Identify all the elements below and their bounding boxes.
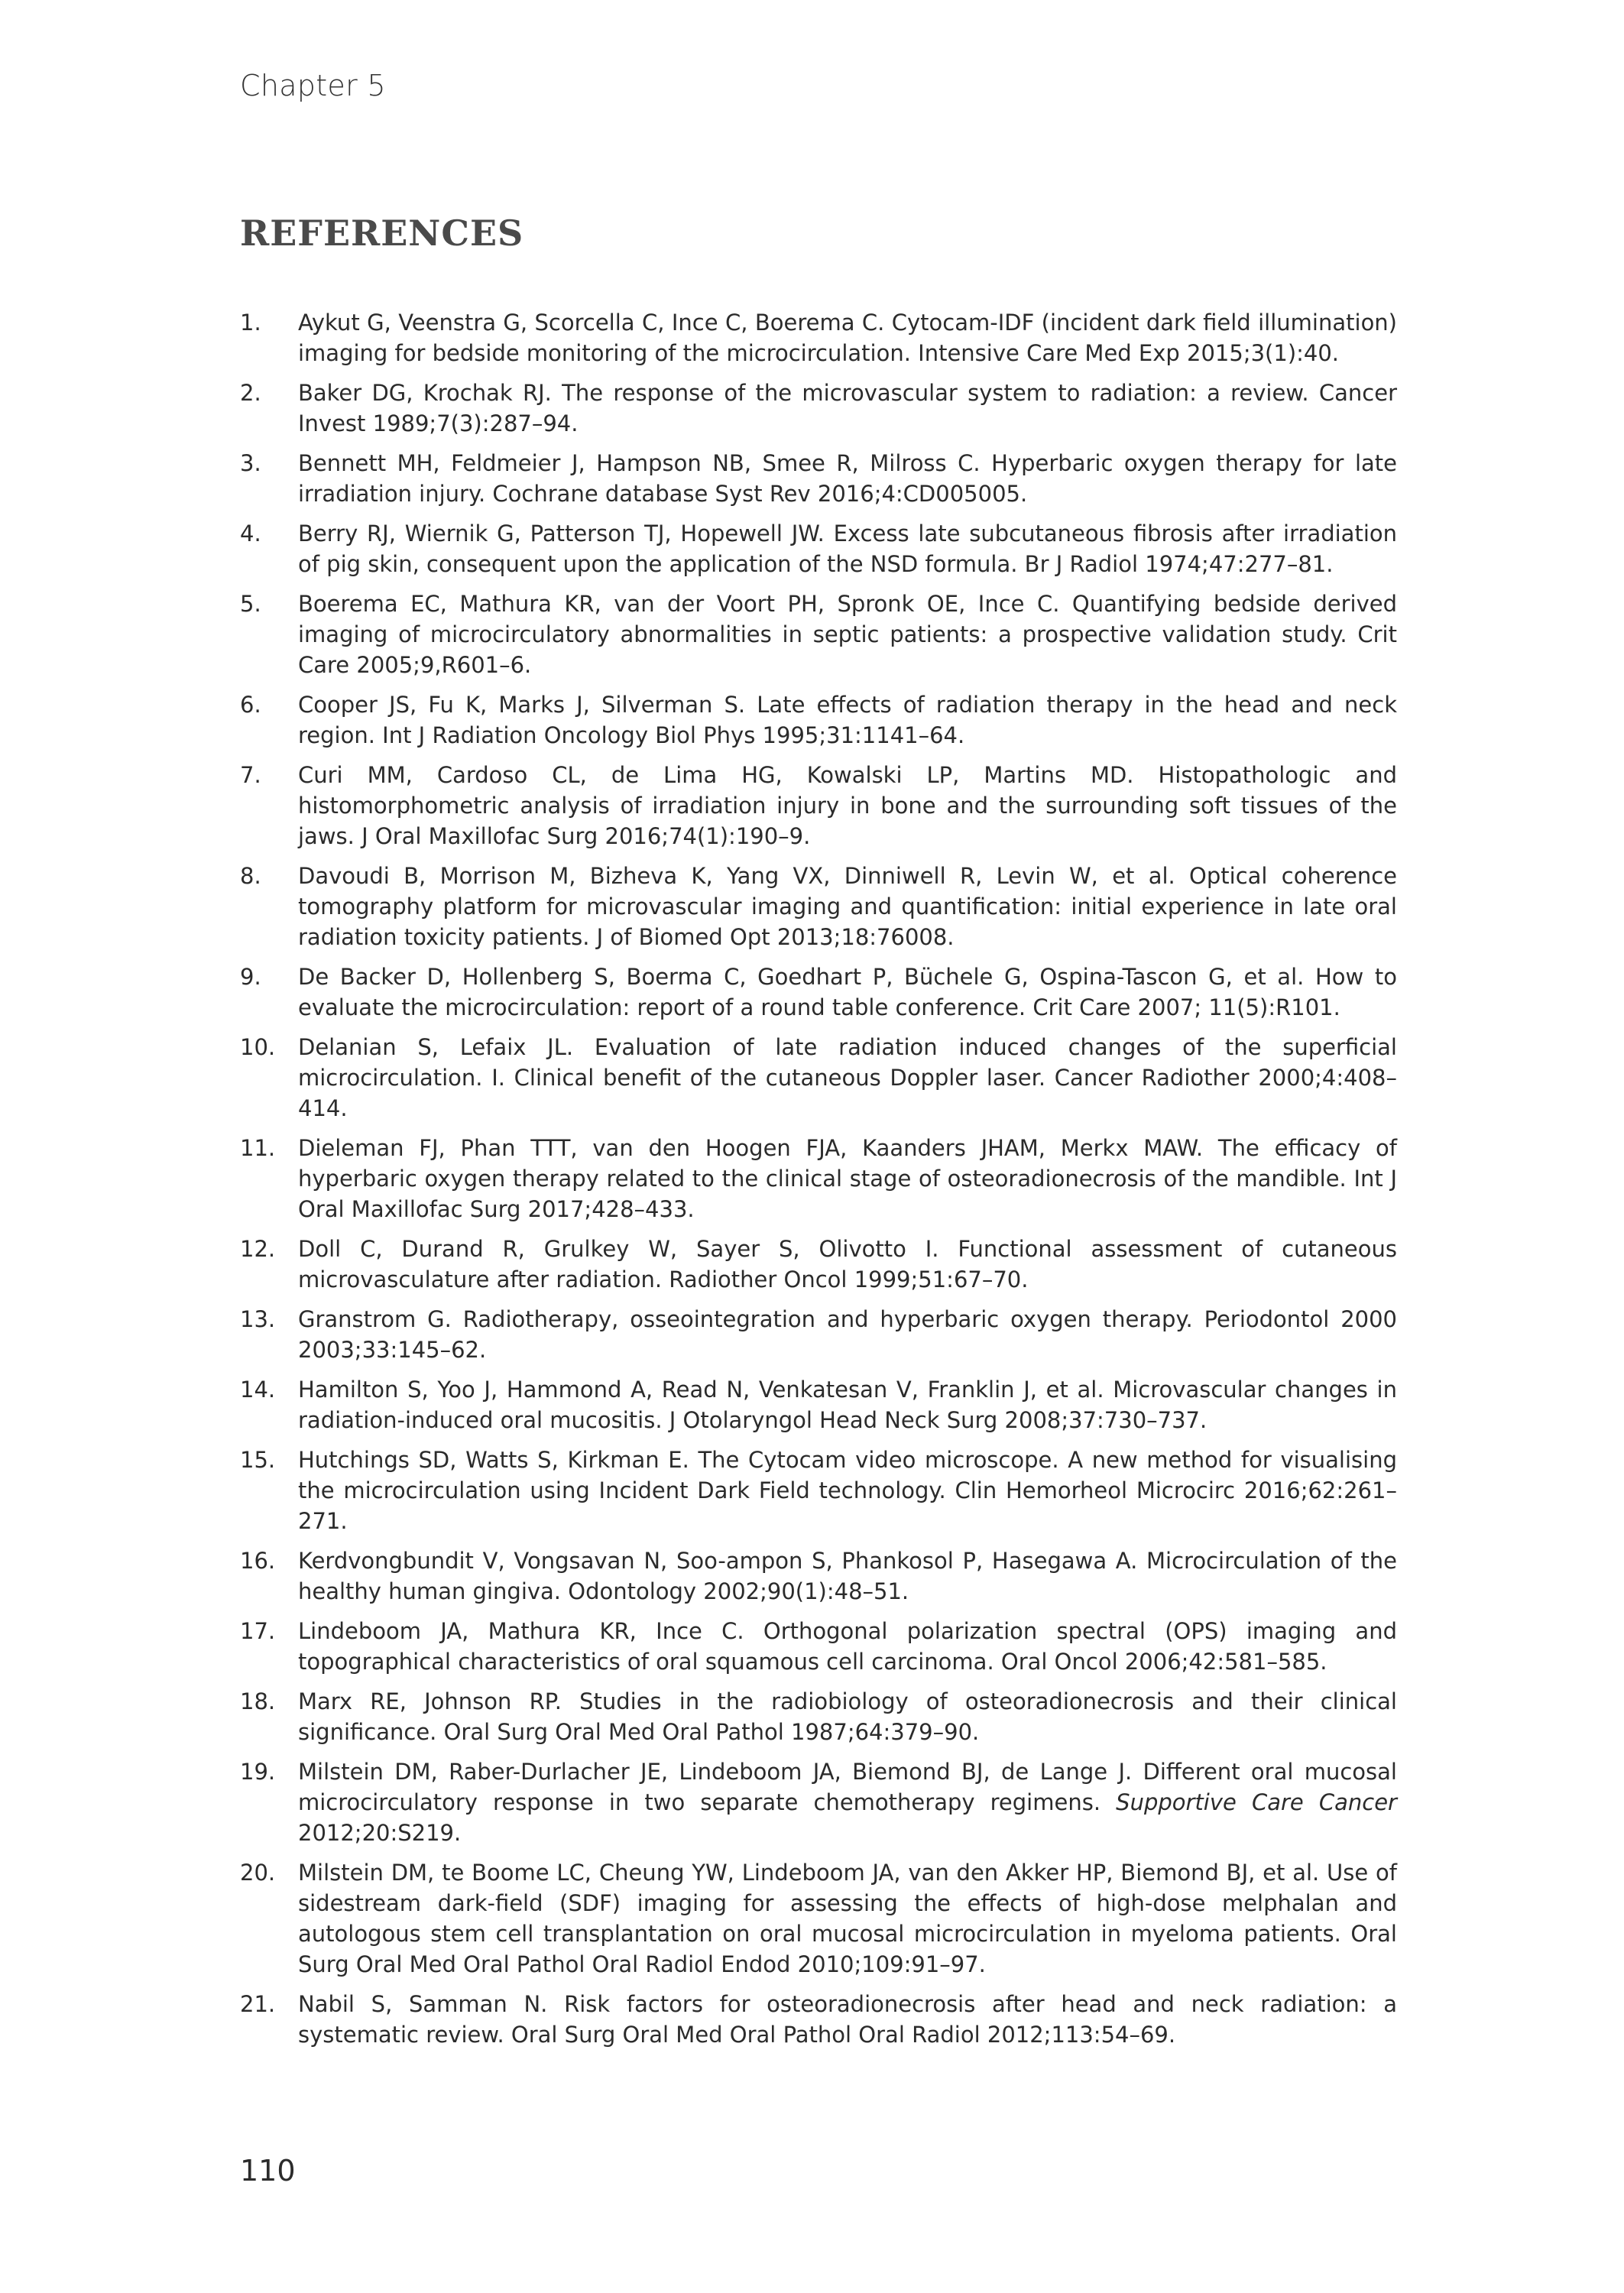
reference-number: 13. xyxy=(240,1306,276,1332)
reference-number: 2. xyxy=(240,380,261,406)
reference-item xyxy=(240,307,1397,368)
reference-text: Hamilton S, Yoo J, Hammond A, Read N, Venkatesan V, Franklin J, et al. Microvascular changes in radiation-induced oral mucositis. J Otolaryngol Head Neck Surg 2008;37:730–737. xyxy=(298,1377,1397,1433)
reference-text: Dieleman FJ, Phan TTT, van den Hoogen FJA, Kaanders JHAM, Merkx MAW. The efficacy of hyperbaric oxygen therapy related to the clinical stage of osteoradionecrosis of the mandible. Int J Oral Maxillofac Surg 2017;428–433. xyxy=(298,1135,1397,1222)
reference-item xyxy=(240,448,1397,509)
reference-text: Milstein DM, te Boome LC, Cheung YW, Lindeboom JA, van den Akker HP, Biemond BJ, et al. Use of sidestream dark-field (SDF) imaging for assessing the effects of high-dose melphalan and autologous stem cell transplantation on oral mucosal microcirculation in myeloma patients. Oral Surg Oral Med Oral Pathol Oral Radiol Endod 2010;109:91–97. xyxy=(298,1860,1397,1977)
reference-text: Curi MM, Cardoso CL, de Lima HG, Kowalski LP, Martins MD. Histopathologic and histomorphometric analysis of irradiation injury in bone and the surrounding soft tissues of the jaws. J Oral Maxillofac Surg 2016;74(1):190–9. xyxy=(298,762,1397,849)
reference-number: 14. xyxy=(240,1377,276,1403)
reference-item xyxy=(240,1616,1397,1677)
reference-number: 17. xyxy=(240,1618,276,1644)
reference-list xyxy=(240,307,1397,2059)
reference-number: 12. xyxy=(240,1236,276,1262)
reference-text: Lindeboom JA, Mathura KR, Ince C. Orthogonal polarization spectral (OPS) imaging and topographical characteristics of oral squamous cell carcinoma. Oral Oncol 2006;42:581–585. xyxy=(298,1618,1397,1675)
reference-text: Boerema EC, Mathura KR, van der Voort PH, Spronk OE, Ince C. Quantifying bedside derived imaging of microcirculatory abnormalities in septic patients: a prospective validation study. Crit Care 2005;9,R601–6. xyxy=(298,591,1397,678)
section-title: REFERENCES xyxy=(240,212,524,254)
reference-item xyxy=(240,689,1397,751)
reference-text: Doll C, Durand R, Grulkey W, Sayer S, Olivotto I. Functional assessment of cutaneous microvasculature after radiation. Radiother Oncol 1999;51:67–70. xyxy=(298,1236,1397,1292)
reference-text: Granstrom G. Radiotherapy, osseointegration and hyperbaric oxygen therapy. Periodontol 2000 2003;33:145–62. xyxy=(298,1306,1397,1363)
reference-text: Delanian S, Lefaix JL. Evaluation of late radiation induced changes of the superficial microcirculation. I. Clinical benefit of the cutaneous Doppler laser. Cancer Radiother 2000;4:408–414. xyxy=(298,1034,1397,1121)
page-number: 110 xyxy=(240,2154,296,2188)
reference-item xyxy=(240,760,1397,851)
reference-number: 10. xyxy=(240,1034,276,1060)
reference-text: Aykut G, Veenstra G, Scorcella C, Ince C, Boerema C. Cytocam-IDF (incident dark field illumination) imaging for bedside monitoring of the microcirculation. Intensive Care Med Exp 2015;3(1):40. xyxy=(298,310,1397,366)
reference-item xyxy=(240,1374,1397,1435)
reference-number: 8. xyxy=(240,863,261,889)
reference-text: Berry RJ, Wiernik G, Patterson TJ, Hopewell JW. Excess late subcutaneous fibrosis after irradiation of pig skin, consequent upon the application of the NSD formula. Br J Radiol 1974;47:277–81. xyxy=(298,521,1397,577)
reference-number: 20. xyxy=(240,1860,276,1886)
reference-item xyxy=(240,589,1397,680)
reference-item xyxy=(240,1133,1397,1224)
reference-number: 3. xyxy=(240,450,261,476)
reference-text-after: 2012;20:S219. xyxy=(298,1820,462,1846)
reference-number: 6. xyxy=(240,692,261,718)
reference-number: 16. xyxy=(240,1548,276,1574)
reference-number: 18. xyxy=(240,1688,276,1714)
reference-text: Baker DG, Krochak RJ. The response of the microvascular system to radiation: a review. Cancer Invest 1989;7(3):287–94. xyxy=(298,380,1397,436)
reference-text: Hutchings SD, Watts S, Kirkman E. The Cytocam video microscope. A new method for visualising the microcirculation using Incident Dark Field technology. Clin Hemorheol Microcirc 2016;62:261–271. xyxy=(298,1447,1397,1534)
reference-item xyxy=(240,1989,1397,2050)
reference-text: Nabil S, Samman N. Risk factors for osteoradionecrosis after head and neck radiation: a systematic review. Oral Surg Oral Med Oral Pathol Oral Radiol 2012;113:54–69. xyxy=(298,1991,1397,2048)
reference-item xyxy=(240,1756,1397,1848)
reference-number: 19. xyxy=(240,1759,276,1785)
reference-text: De Backer D, Hollenberg S, Boerma C, Goedhart P, Büchele G, Ospina-Tascon G, et al. How to evaluate the microcirculation: report of a round table conference. Crit Care 2007; 11(5):R101. xyxy=(298,964,1397,1020)
reference-item xyxy=(240,861,1397,952)
reference-item xyxy=(240,1857,1397,1980)
reference-text: Marx RE, Johnson RP. Studies in the radiobiology of osteoradionecrosis and their clinical significance. Oral Surg Oral Med Oral Pathol 1987;64:379–90. xyxy=(298,1688,1397,1745)
reference-number: 4. xyxy=(240,521,261,546)
chapter-header: Chapter 5 xyxy=(240,69,386,102)
reference-text-before: Milstein DM, Raber-Durlacher JE, Lindeboom JA, Biemond BJ, de Lange J. Different oral mucosal microcirculatory response in two separate chemotherapy regimens. xyxy=(298,1759,1397,1815)
reference-text xyxy=(298,1756,1397,1848)
reference-number: 5. xyxy=(240,591,261,617)
reference-item xyxy=(240,962,1397,1023)
reference-item xyxy=(240,1234,1397,1295)
reference-text: Kerdvongbundit V, Vongsavan N, Soo-ampon S, Phankosol P, Hasegawa A. Microcirculation of the healthy human gingiva. Odontology 2002;90(1):48–51. xyxy=(298,1548,1397,1604)
reference-item xyxy=(240,1545,1397,1607)
reference-text: Bennett MH, Feldmeier J, Hampson NB, Smee R, Milross C. Hyperbaric oxygen therapy for late irradiation injury. Cochrane database Syst Rev 2016;4:CD005005. xyxy=(298,450,1397,507)
reference-item xyxy=(240,1304,1397,1365)
reference-number: 21. xyxy=(240,1991,276,2017)
reference-number: 9. xyxy=(240,964,261,990)
reference-text: Cooper JS, Fu K, Marks J, Silverman S. Late effects of radiation therapy in the head and neck region. Int J Radiation Oncology Biol Phys 1995;31:1141–64. xyxy=(298,692,1397,748)
reference-text: Davoudi B, Morrison M, Bizheva K, Yang VX, Dinniwell R, Levin W, et al. Optical coherence tomography platform for microvascular imaging and quantification: initial experience in late oral radiation toxicity patients. J of Biomed Opt 2013;18:76008. xyxy=(298,863,1397,950)
reference-number: 7. xyxy=(240,762,261,788)
reference-item xyxy=(240,1686,1397,1747)
reference-item xyxy=(240,1032,1397,1124)
reference-item xyxy=(240,518,1397,579)
reference-number: 15. xyxy=(240,1447,276,1473)
reference-item xyxy=(240,1445,1397,1536)
reference-number: 1. xyxy=(240,310,261,336)
journal-title: Supportive Care Cancer xyxy=(1116,1789,1397,1815)
reference-number: 11. xyxy=(240,1135,276,1161)
reference-item xyxy=(240,378,1397,439)
